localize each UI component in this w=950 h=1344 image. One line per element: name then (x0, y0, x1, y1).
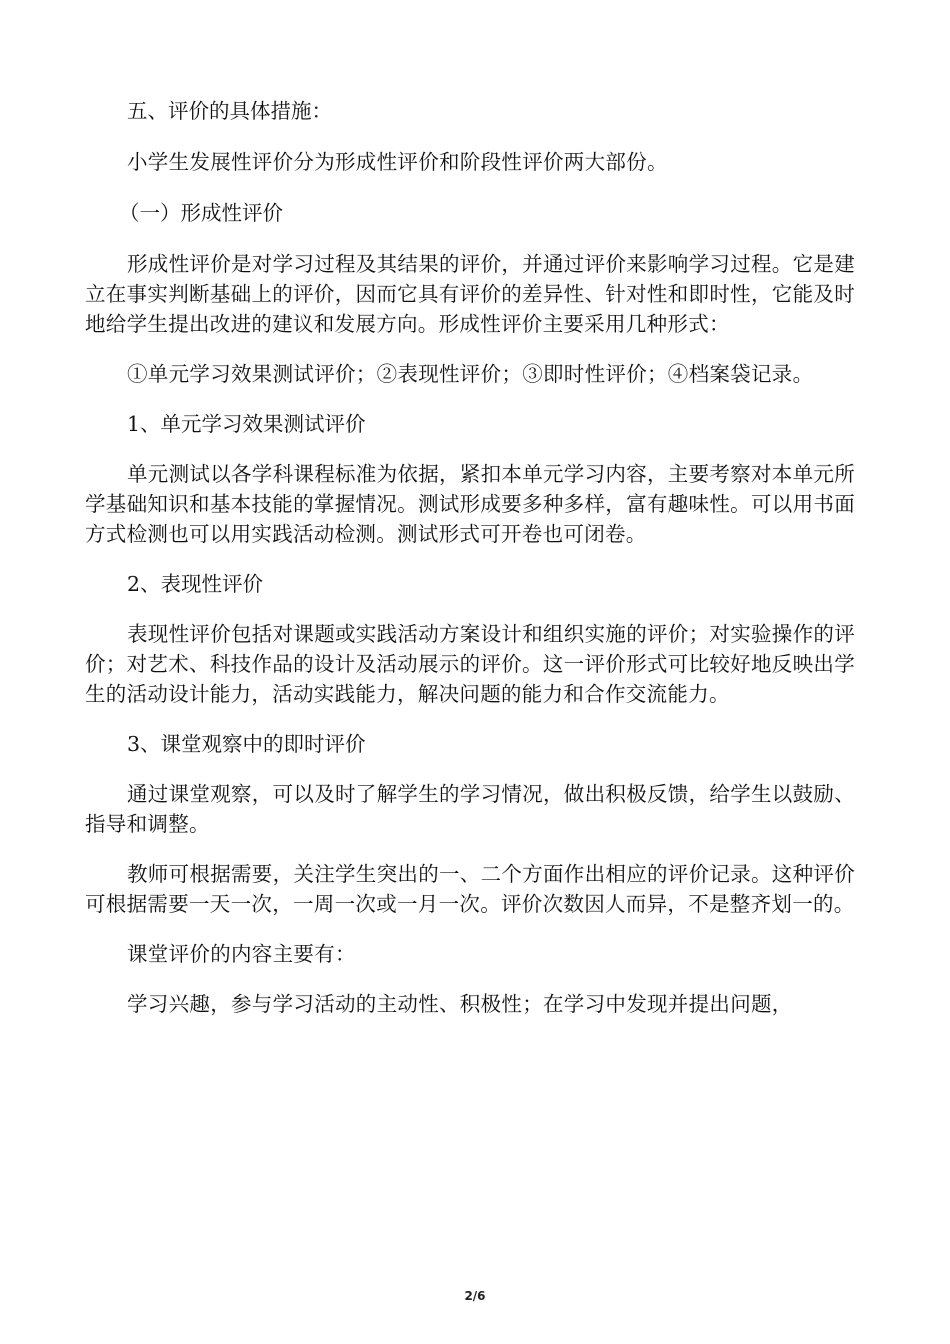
item1-title: 1、单元学习效果测试评价 (127, 412, 366, 436)
page-number: 2/6 (464, 1289, 486, 1303)
section-title: 五、评价的具体措施： (127, 99, 332, 123)
content-paragraph: 学习兴趣，参与学习活动的主动性、积极性；在学习中发现并提出问题， (127, 992, 793, 1016)
intro-paragraph: 小学生发展性评价分为形成性评价和阶段性评价两大部份。 (127, 150, 668, 174)
forms-list: ①单元学习效果测试评价；②表现性评价；③即时性评价；④档案袋记录。 (127, 362, 814, 386)
item2-paragraph: 表现性评价包括对课题或实践活动方案设计和组织实施的评价；对实验操作的评价；对艺术、科技作品的设计及活动展示的评价。这一评价形式可比较好地反映出学生的活动设计能力，活动实践能力，解决问题的能力和合作交流能力。 (85, 622, 855, 706)
formative-paragraph: 形成性评价是对学习过程及其结果的评价，并通过评价来影响学习过程。它是建立在事实判断基础上的评价，因而它具有评价的差异性、针对性和即时性，它能及时地给学生提出改进的建议和发展方向。形成性评价主要采用几种形式： (85, 252, 855, 336)
item3-paragraph-2: 教师可根据需要，关注学生突出的一、二个方面作出相应的评价记录。这种评价可根据需要一天一次，一周一次或一月一次。评价次数因人而异，不是整齐划一的。 (85, 862, 855, 916)
item3-paragraph-1: 通过课堂观察，可以及时了解学生的学习情况，做出积极反馈，给学生以鼓励、指导和调整。 (85, 782, 855, 836)
item2-title: 2、表现性评价 (127, 572, 264, 596)
item3-title: 3、课堂观察中的即时评价 (127, 732, 366, 756)
content-intro: 课堂评价的内容主要有： (127, 942, 356, 966)
item1-paragraph: 单元测试以各学科课程标准为依据，紧扣本单元学习内容，主要考察对本单元所学基础知识和基本技能的掌握情况。测试形成要多种多样，富有趣味性。可以用书面方式检测也可以用实践活动检测。测试形式可开卷也可闭卷。 (85, 462, 855, 546)
document-body (85, 96, 855, 1019)
subsection-title: （一）形成性评价 (119, 201, 283, 225)
